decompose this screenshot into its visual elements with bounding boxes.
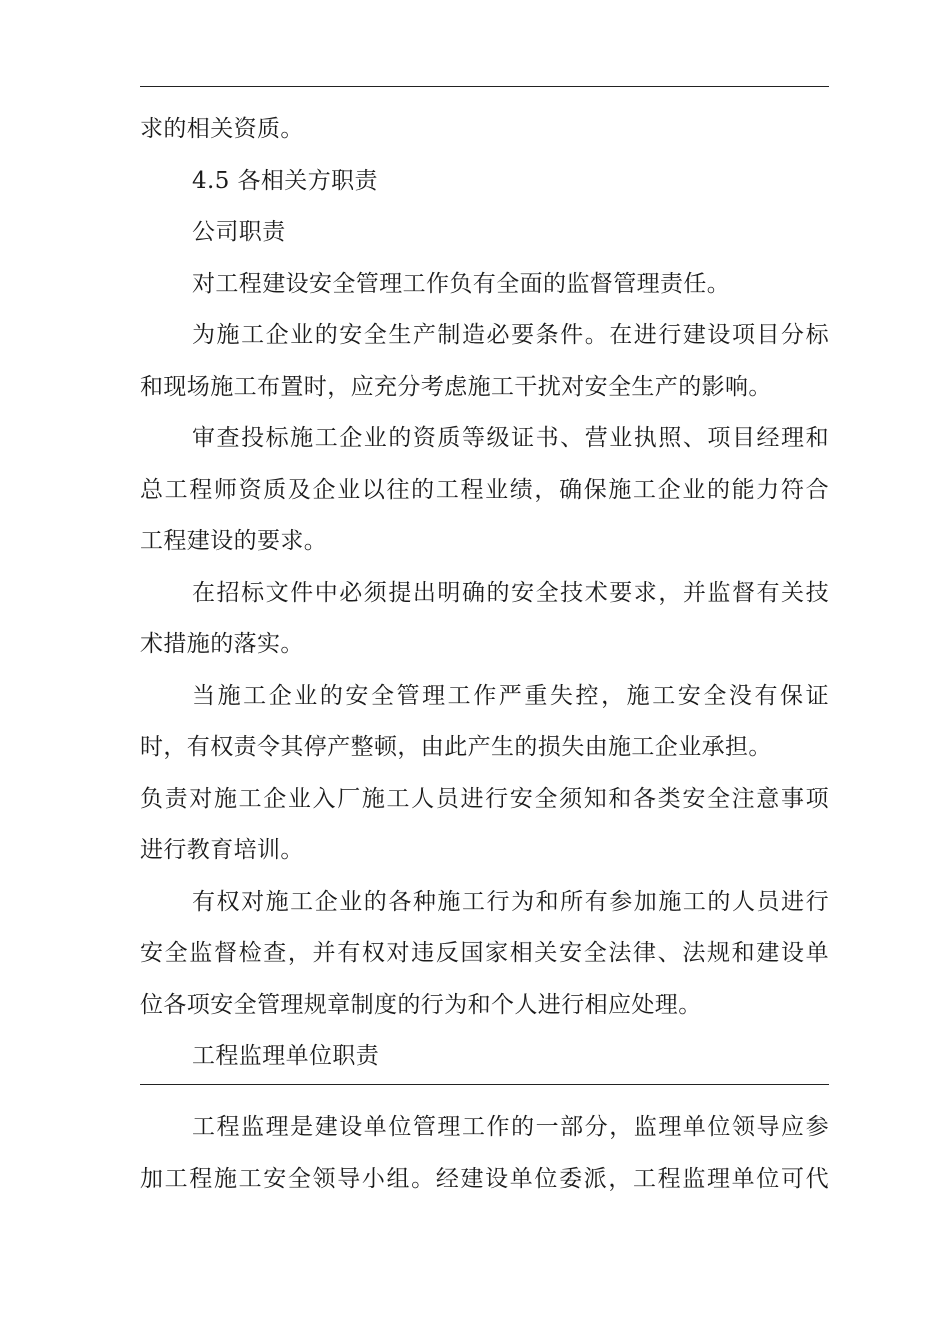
text-line: 工程监理是建设单位管理工作的一部分，监理单位领导应参 [192, 1114, 829, 1140]
text-line: 在招标文件中必须提出明确的安全技术要求，并监督有关技 [192, 579, 829, 606]
subsection-heading: 公司职责 [192, 219, 286, 245]
text-line: 对工程建设安全管理工作负有全面的监督管理责任。 [192, 270, 731, 297]
text-line: 和现场施工布置时，应充分考虑施工干扰对安全生产的影响。 [140, 373, 772, 400]
subsection-heading: 工程监理单位职责 [192, 1043, 380, 1069]
text-line: 审查投标施工企业的资质等级证书、营业执照、项目经理和 [192, 425, 829, 451]
header-rule [140, 86, 829, 87]
text-line: 负责对施工企业入厂施工人员进行安全须知和各类安全注意事项 [140, 785, 829, 812]
text-line: 时，有权责令其停产整顿，由此产生的损失由施工企业承担。 [140, 734, 772, 760]
text-line: 求的相关资质。 [140, 116, 304, 142]
text-line: 当施工企业的安全管理工作严重失控，施工安全没有保证 [192, 682, 829, 709]
page-body-lower [140, 1102, 829, 1205]
text-line: 安全监督检查，并有权对违反国家相关安全法律、法规和建设单 [140, 940, 829, 966]
text-line: 位各项安全管理规章制度的行为和个人进行相应处理。 [140, 991, 702, 1018]
page-break-rule [140, 1084, 829, 1085]
text-line: 有权对施工企业的各种施工行为和所有参加施工的人员进行 [192, 888, 829, 915]
text-line: 工程建设的要求。 [140, 528, 328, 554]
page-body-upper [140, 104, 829, 1083]
section-heading: 4.5 各相关方职责 [192, 167, 378, 194]
text-line: 总工程师资质及企业以往的工程业绩，确保施工企业的能力符合 [140, 476, 829, 503]
text-line: 术措施的落实。 [140, 631, 304, 657]
text-line: 为施工企业的安全生产制造必要条件。在进行建设项目分标 [192, 322, 829, 348]
text-line: 进行教育培训。 [140, 837, 304, 863]
text-line: 加工程施工安全领导小组。经建设单位委派，工程监理单位可代 [140, 1165, 829, 1192]
